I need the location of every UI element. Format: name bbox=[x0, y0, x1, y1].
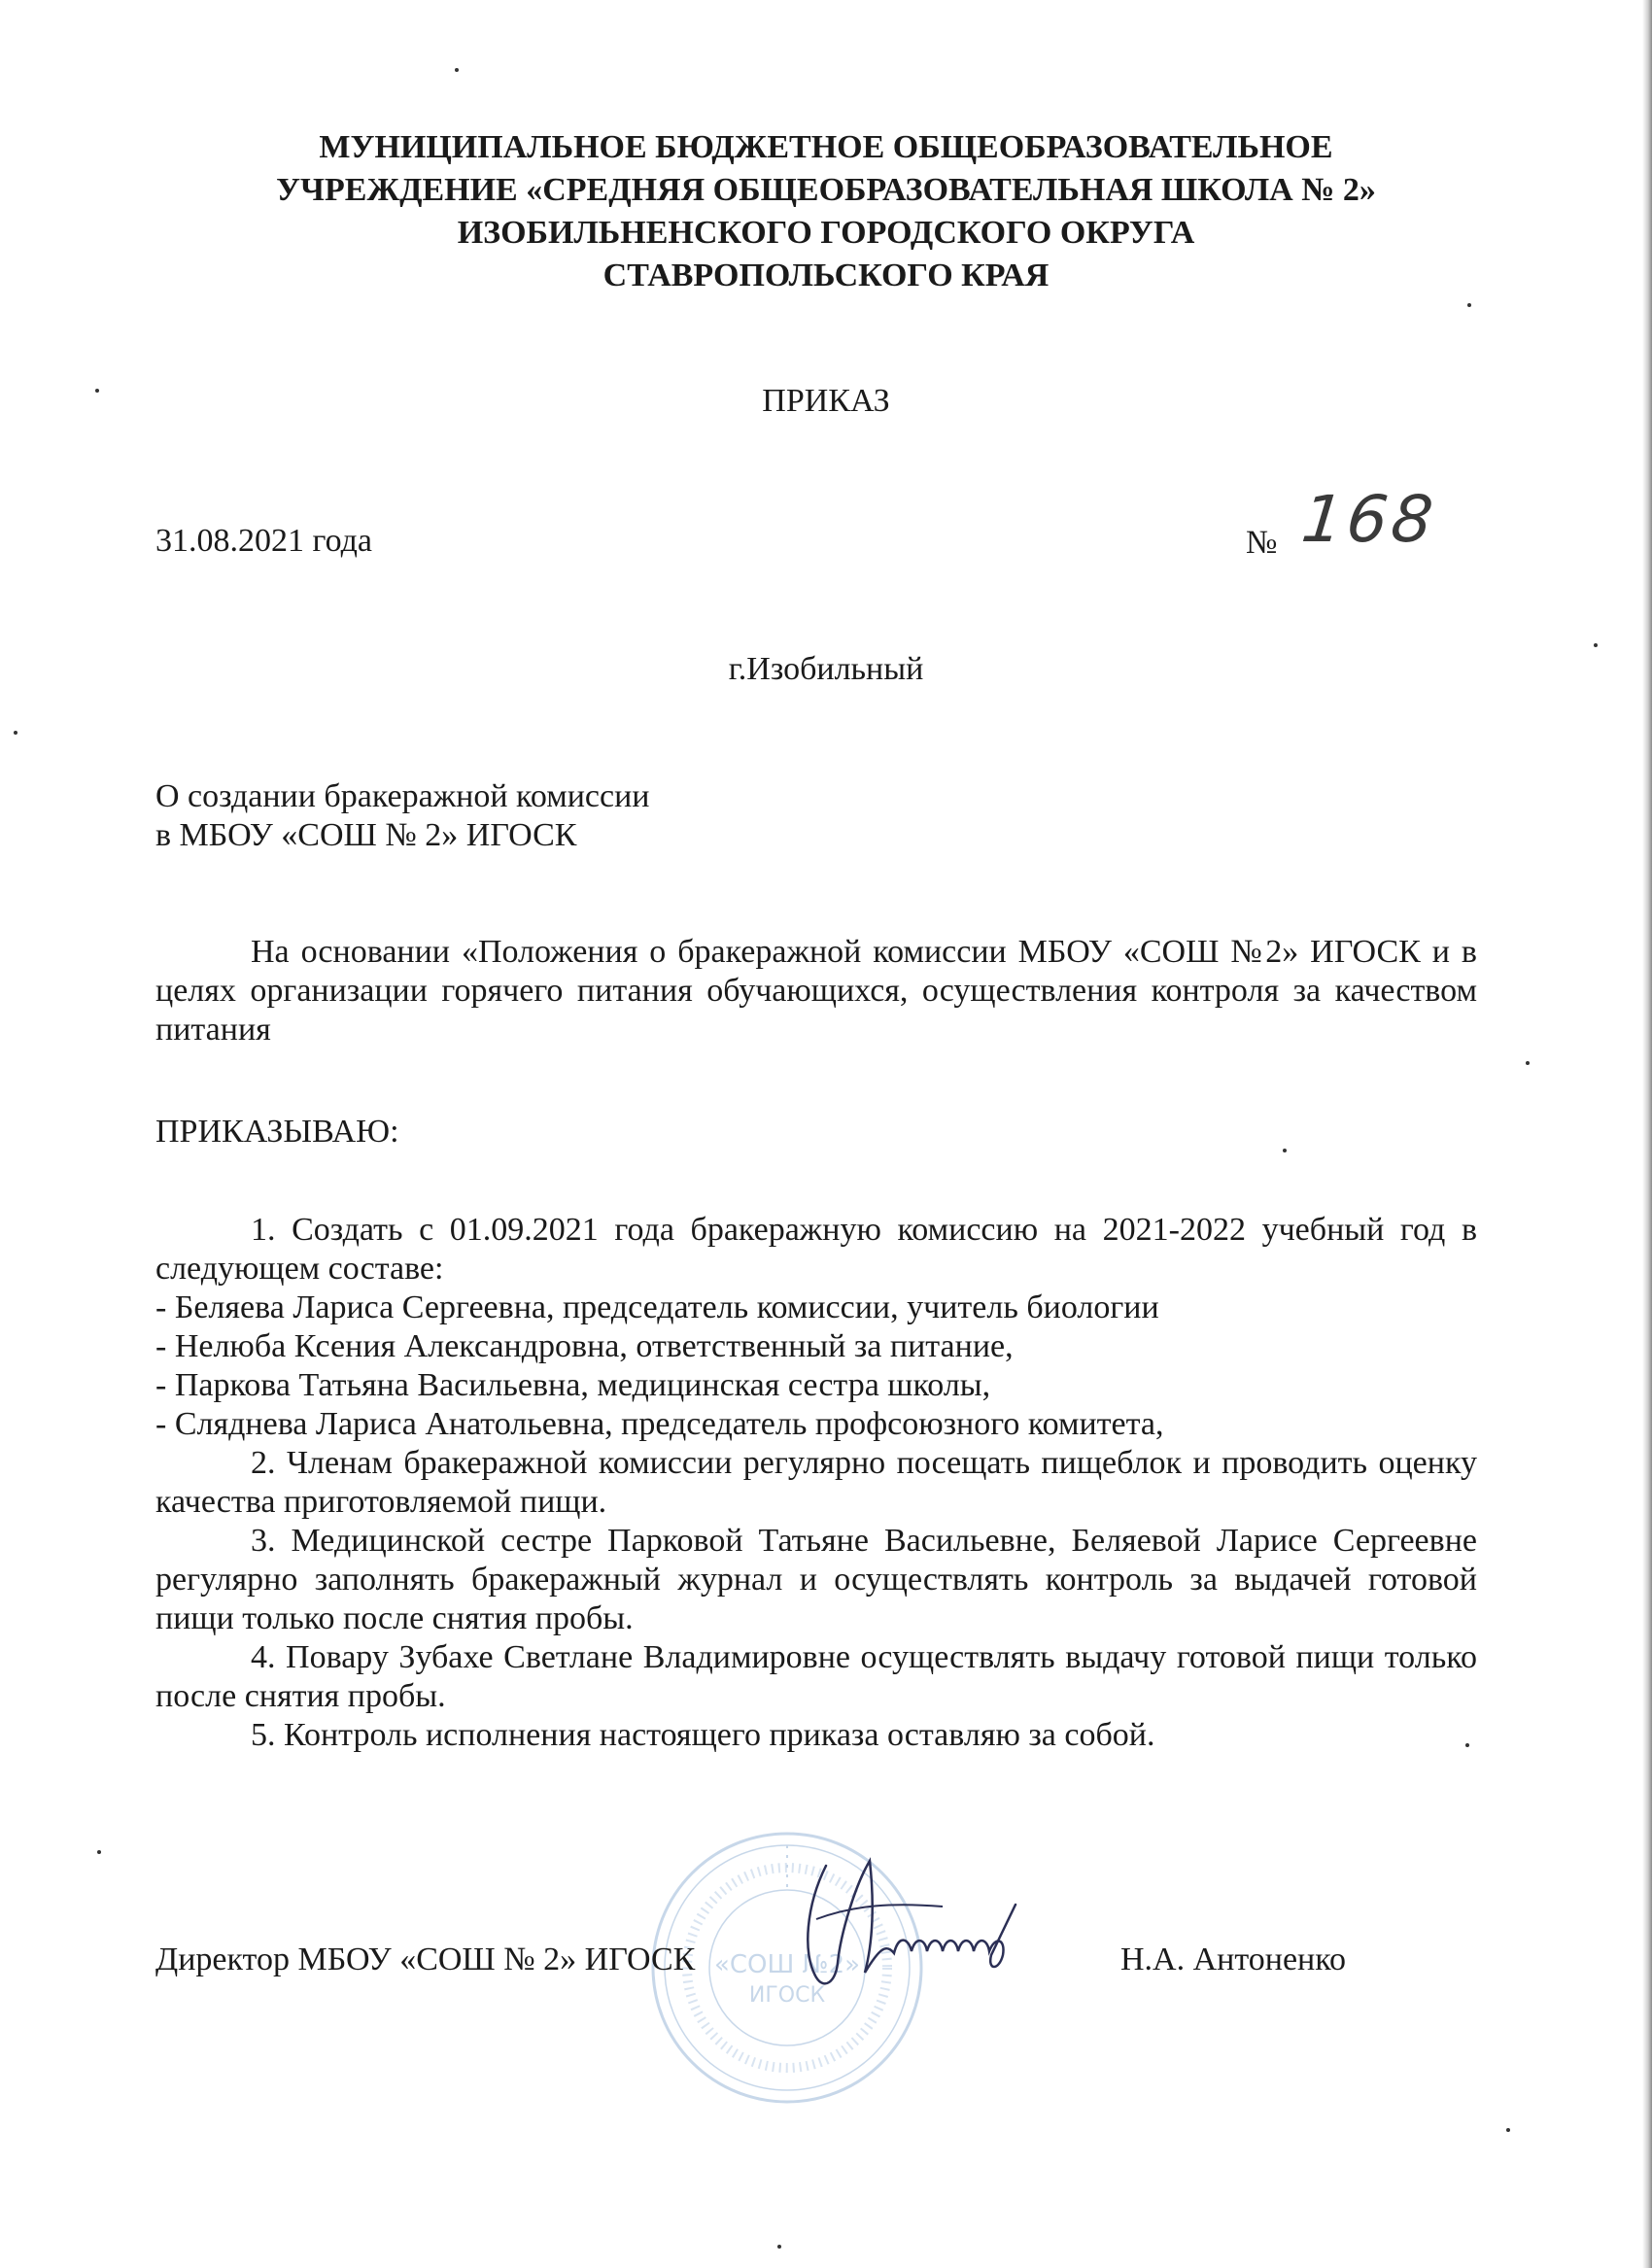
scan-speck bbox=[1506, 2128, 1510, 2132]
order-items bbox=[155, 1211, 1477, 1755]
subject-line-1: О создании бракеражной комиссии bbox=[155, 778, 650, 814]
scan-speck bbox=[1467, 303, 1471, 307]
scan-speck bbox=[97, 1850, 101, 1854]
scan-speck bbox=[1526, 1061, 1530, 1065]
header-line-4: СТАВРОПОЛЬСКОГО КРАЯ bbox=[602, 258, 1050, 293]
institution-header bbox=[136, 126, 1516, 297]
commission-member-1: - Беляева Лариса Сергеевна, председатель комиссии, учитель биологии bbox=[155, 1289, 1159, 1325]
scan-speck bbox=[455, 68, 459, 72]
scan-speck bbox=[1283, 1149, 1287, 1152]
order-item-4: 4. Повару Зубахе Светлане Владимировне осуществлять выдачу готовой пищи только после снятия пробы. bbox=[155, 1639, 1477, 1714]
header-line-3: ИЗОБИЛЬНЕНСКОГО ГОРОДСКОГО ОКРУГА bbox=[457, 215, 1195, 251]
scan-edge-shadow bbox=[1642, 0, 1652, 2268]
stamp-center-text-2: ИГОСК bbox=[748, 1983, 826, 2008]
scan-speck bbox=[1465, 1743, 1469, 1747]
order-item-2: 2. Членам бракеражной комиссии регулярно посещать пищеблок и проводить оценку качества приготовляемой пищи. bbox=[155, 1445, 1477, 1520]
subject-line-2: в МБОУ «СОШ № 2» ИГОСК bbox=[155, 817, 577, 853]
order-number-label: № bbox=[1246, 525, 1278, 561]
header-line-1: МУНИЦИПАЛЬНОЕ БЮДЖЕТНОЕ ОБЩЕОБРАЗОВАТЕЛЬНОЕ bbox=[319, 129, 1333, 165]
signatory-position: Директор МБОУ «СОШ № 2» ИГОСК bbox=[155, 1942, 696, 1977]
order-number-handwritten: 168 bbox=[1297, 482, 1441, 557]
stamp-center-text-1: «СОШ №2» bbox=[713, 1950, 861, 1979]
order-item-5: 5. Контроль исполнения настоящего приказа оставляю за собой. bbox=[251, 1717, 1155, 1753]
commission-member-2: - Нелюба Ксения Александровна, ответственный за питание, bbox=[155, 1328, 1014, 1364]
order-subject bbox=[155, 777, 650, 855]
city: г.Изобильный bbox=[728, 651, 924, 687]
scan-speck bbox=[95, 389, 99, 393]
scan-speck bbox=[14, 731, 17, 735]
signatory-name: Н.А. Антоненко bbox=[1120, 1942, 1347, 1977]
header-line-2: УЧРЕЖДЕНИЕ «СРЕДНЯЯ ОБЩЕОБРАЗОВАТЕЛЬНАЯ ШКОЛА № 2» bbox=[276, 172, 1376, 208]
order-keyword: ПРИКАЗЫВАЮ: bbox=[155, 1114, 399, 1150]
order-item-3: 3. Медицинской сестре Парковой Татьяне Васильевне, Беляевой Ларисе Сергеевне регулярно заполнять бракеражный журнал и осуществлять контроль за выдачей готовой пищи только после снятия пробы. bbox=[155, 1523, 1477, 1636]
director-signature bbox=[797, 1846, 1050, 2002]
preamble-paragraph: На основании «Положения о бракеражной комиссии МБОУ «СОШ №2» ИГОСК и в целях организации горячего питания обучающихся, осуществления контроля за качеством питания bbox=[155, 934, 1477, 1048]
scan-speck bbox=[777, 2245, 781, 2249]
order-date: 31.08.2021 года bbox=[155, 523, 373, 559]
document-title: ПРИКАЗ bbox=[762, 383, 890, 419]
scan-speck bbox=[1594, 643, 1598, 647]
commission-member-3: - Паркова Татьяна Васильевна, медицинская сестра школы, bbox=[155, 1367, 991, 1403]
preamble-block bbox=[155, 933, 1477, 1049]
commission-member-4: - Сляднева Лариса Анатольевна, председатель профсоюзного комитета, bbox=[155, 1406, 1164, 1442]
order-item-1: 1. Создать с 01.09.2021 года бракеражную комиссию на 2021-2022 учебный год в следующем составе: bbox=[155, 1212, 1477, 1287]
